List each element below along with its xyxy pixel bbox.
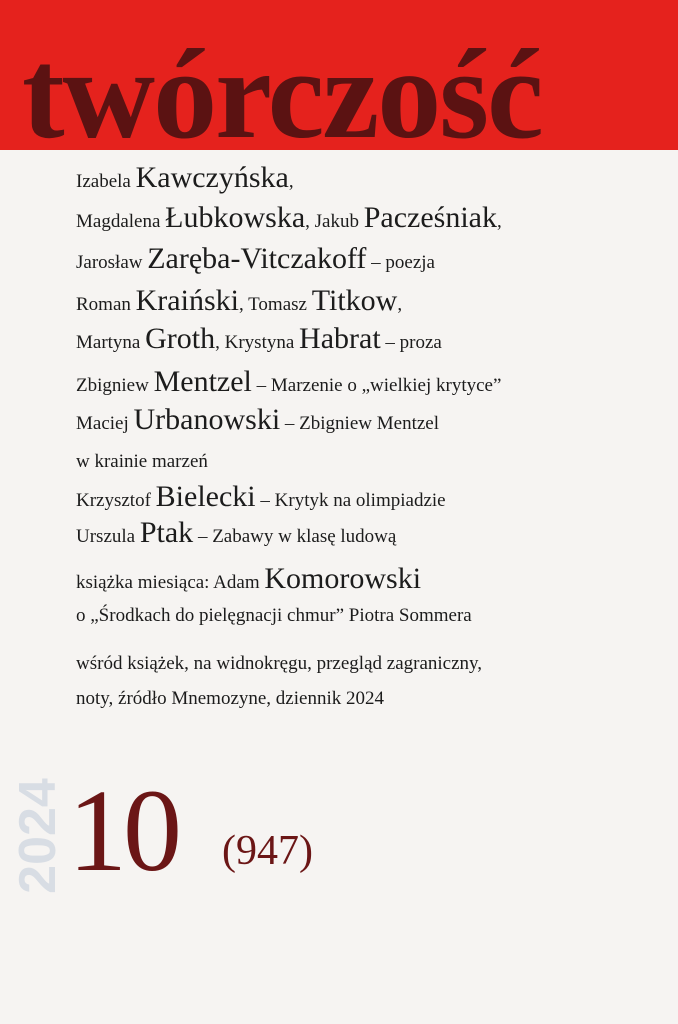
toc-line [76, 654, 482, 673]
author-last-name: Bielecki [155, 480, 256, 513]
author-last-name: Zaręba-Vitczakoff [147, 242, 367, 275]
toc-text: noty, źródło Mnemozyne, dziennik 2024 [76, 688, 384, 709]
author-last-name: Ptak [139, 516, 194, 549]
author-first-name: Zbigniew [76, 375, 154, 396]
toc-line [76, 203, 502, 233]
author-first-name: Maciej [76, 413, 134, 434]
toc-line [76, 286, 402, 316]
author-last-name: Łubkowska [165, 201, 306, 234]
toc-text: – proza [380, 332, 442, 353]
issue-year: 2024 [9, 778, 67, 894]
author-last-name: Kawczyńska [135, 161, 289, 194]
author-first-name: Martyna [76, 332, 146, 353]
author-first-name: Izabela [76, 171, 136, 192]
toc-text: książka miesiąca: Adam [76, 572, 265, 593]
author-last-name: Kraiński [135, 284, 239, 317]
toc-text: – Zbigniew Mentzel [280, 413, 439, 434]
toc-text: – Marzenie o „wielkiej krytyce” [251, 375, 502, 396]
author-first-name: Tomasz [248, 294, 312, 315]
author-last-name: Groth [145, 322, 216, 355]
author-last-name: Mentzel [153, 365, 252, 398]
author-first-name: Jarosław [76, 252, 148, 273]
author-last-name: Pacześniak [363, 201, 497, 234]
toc-line [76, 564, 421, 594]
issue-total-number: (947) [222, 828, 313, 874]
toc-line [76, 244, 435, 274]
toc-line [76, 482, 446, 512]
author-first-name: Roman [76, 294, 136, 315]
toc-text: , [305, 211, 315, 232]
masthead-title: twórczość [22, 23, 542, 165]
toc-text: w krainie marzeń [76, 451, 208, 472]
author-first-name: Krzysztof [76, 490, 156, 511]
author-last-name: Titkow [311, 284, 398, 317]
toc-text: – Krytyk na olimpiadzie [255, 490, 446, 511]
toc-line [76, 606, 472, 625]
author-first-name: Magdalena [76, 211, 166, 232]
author-last-name: Habrat [299, 322, 381, 355]
toc-line [76, 518, 396, 548]
toc-text: – Zabawy w klasę ludową [193, 526, 397, 547]
issue-number: 10 [68, 765, 178, 896]
toc-text: , [238, 294, 249, 315]
toc-line [76, 367, 501, 397]
toc-line [76, 405, 439, 435]
toc-text: , [497, 211, 502, 232]
toc-text: , [215, 332, 225, 353]
author-first-name: Krystyna [224, 332, 300, 353]
toc-line [76, 324, 442, 354]
toc-line [76, 689, 384, 708]
toc-line [76, 452, 208, 471]
toc-text: o „Środkach do pielęgnacji chmur” Piotra Sommera [76, 605, 472, 626]
toc-line [76, 163, 294, 193]
toc-text: , [288, 171, 294, 192]
author-last-name: Komorowski [264, 562, 422, 595]
toc-text: wśród książek, na widnokręgu, przegląd zagraniczny, [76, 653, 483, 674]
toc-text: – poezja [366, 252, 435, 273]
author-first-name: Jakub [314, 211, 364, 232]
author-first-name: Urszula [76, 526, 140, 547]
author-last-name: Urbanowski [133, 403, 281, 436]
toc-text: , [397, 294, 403, 315]
